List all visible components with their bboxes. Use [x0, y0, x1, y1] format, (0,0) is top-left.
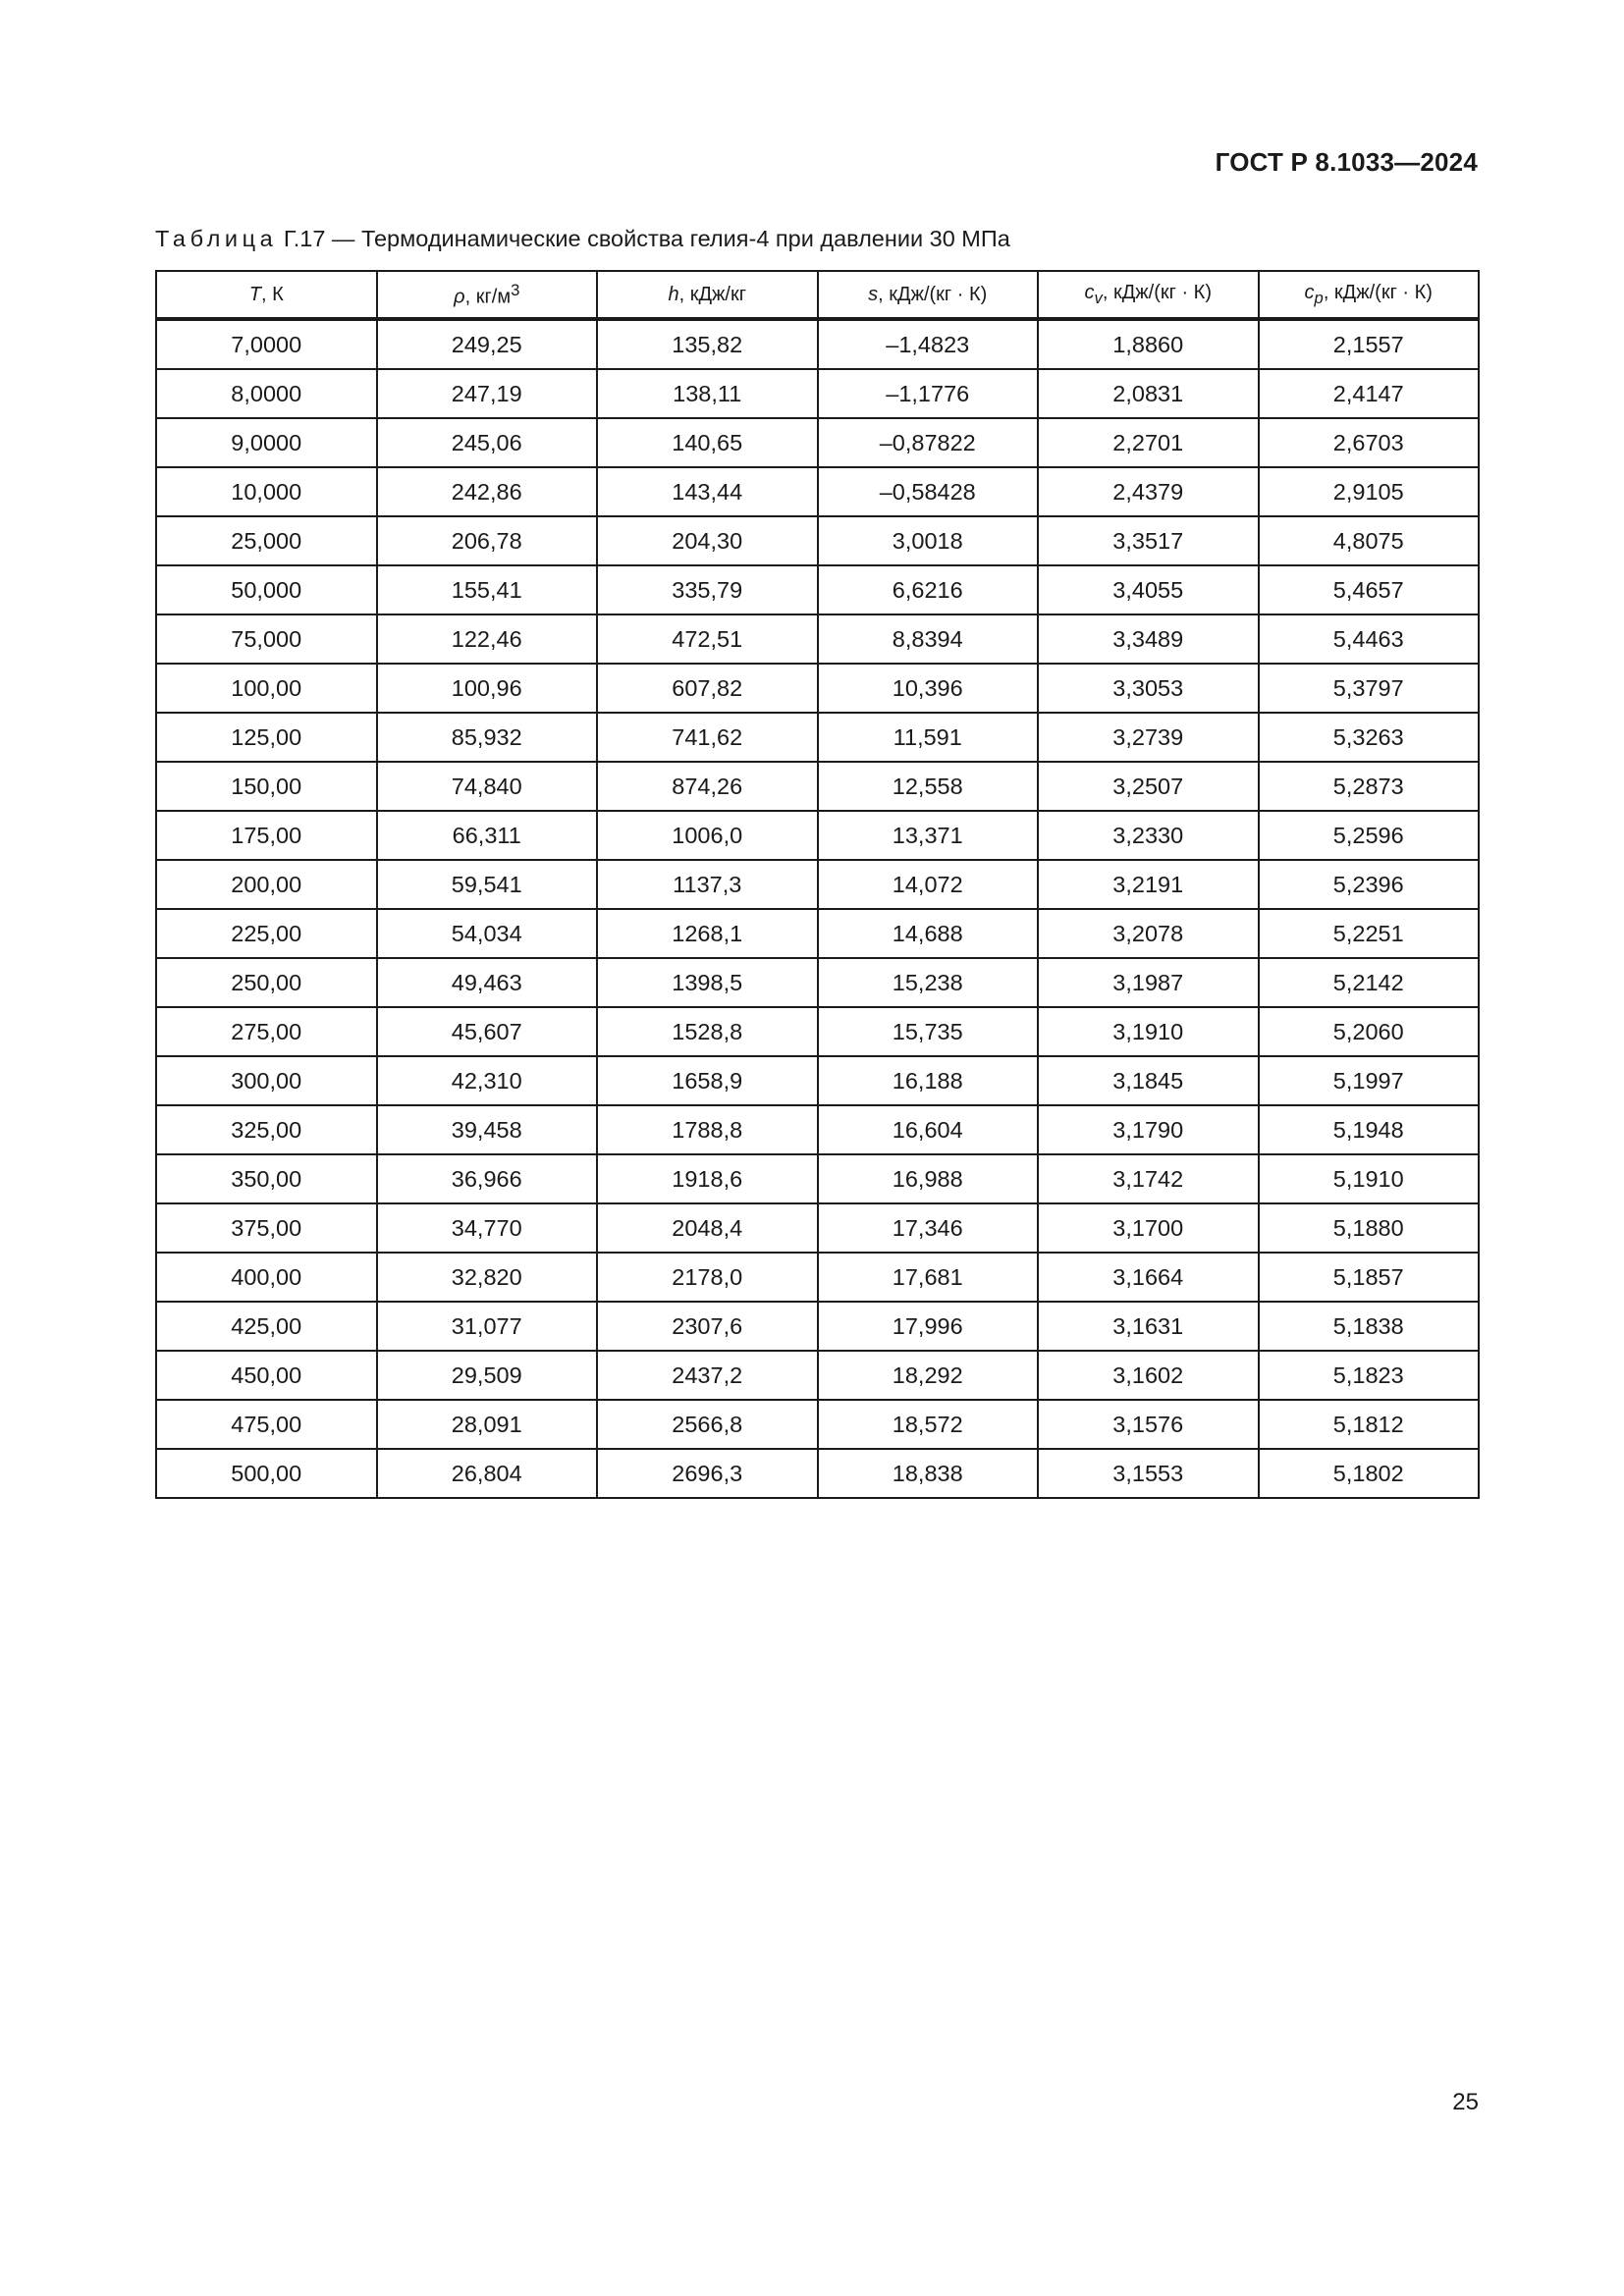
column-symbol: s	[868, 283, 879, 305]
table-cell-density: 245,06	[377, 418, 598, 467]
table-cell-enthalpy: 2048,4	[597, 1203, 818, 1253]
table-cell-entropy: 12,558	[818, 762, 1039, 811]
table-cell-entropy: –1,4823	[818, 319, 1039, 369]
table-cell-entropy: 17,681	[818, 1253, 1039, 1302]
table-row	[156, 1154, 1479, 1203]
table-cell-entropy: 17,346	[818, 1203, 1039, 1253]
table-cell-cv: 3,2330	[1038, 811, 1259, 860]
table-cell-temperature: 125,00	[156, 713, 377, 762]
table-cell-cp: 2,1557	[1259, 319, 1480, 369]
column-unit: , кг/м	[464, 286, 512, 308]
table-cell-density: 32,820	[377, 1253, 598, 1302]
table-cell-density: 85,932	[377, 713, 598, 762]
table-cell-enthalpy: 204,30	[597, 516, 818, 565]
table-cell-entropy: 14,072	[818, 860, 1039, 909]
table-cell-density: 155,41	[377, 565, 598, 614]
table-cell-temperature: 25,000	[156, 516, 377, 565]
table-cell-density: 54,034	[377, 909, 598, 958]
table-cell-cv: 3,3489	[1038, 614, 1259, 664]
table-cell-cv: 2,4379	[1038, 467, 1259, 516]
table-cell-density: 34,770	[377, 1203, 598, 1253]
table-cell-enthalpy: 140,65	[597, 418, 818, 467]
table-row	[156, 1007, 1479, 1056]
table-row	[156, 1400, 1479, 1449]
table-cell-cv: 2,0831	[1038, 369, 1259, 418]
table-cell-cv: 3,1790	[1038, 1105, 1259, 1154]
table-row	[156, 860, 1479, 909]
table-cell-enthalpy: 138,11	[597, 369, 818, 418]
table-cell-cp: 5,1948	[1259, 1105, 1480, 1154]
table-cell-enthalpy: 1658,9	[597, 1056, 818, 1105]
table-cell-temperature: 75,000	[156, 614, 377, 664]
table-cell-density: 206,78	[377, 516, 598, 565]
table-cell-cp: 5,1857	[1259, 1253, 1480, 1302]
table-cell-temperature: 150,00	[156, 762, 377, 811]
table-cell-density: 100,96	[377, 664, 598, 713]
table-cell-enthalpy: 1137,3	[597, 860, 818, 909]
column-header-entropy	[818, 271, 1039, 319]
table-cell-cp: 2,6703	[1259, 418, 1480, 467]
table-cell-temperature: 450,00	[156, 1351, 377, 1400]
table-row	[156, 1056, 1479, 1105]
table-cell-entropy: 16,988	[818, 1154, 1039, 1203]
table-cell-temperature: 400,00	[156, 1253, 377, 1302]
column-header-cp	[1259, 271, 1480, 319]
table-row	[156, 565, 1479, 614]
table-cell-temperature: 225,00	[156, 909, 377, 958]
table-caption-text: Г.17 — Термодинамические свойства гелия-4 при давлении 30 МПа	[277, 226, 1010, 251]
table-cell-entropy: 15,735	[818, 1007, 1039, 1056]
table-cell-enthalpy: 335,79	[597, 565, 818, 614]
table-cell-density: 39,458	[377, 1105, 598, 1154]
table-cell-cv: 3,4055	[1038, 565, 1259, 614]
table-cell-cv: 3,1910	[1038, 1007, 1259, 1056]
table-cell-cp: 5,2873	[1259, 762, 1480, 811]
table-row	[156, 467, 1479, 516]
table-row	[156, 811, 1479, 860]
table-cell-enthalpy: 1398,5	[597, 958, 818, 1007]
column-superscript: 3	[511, 280, 520, 299]
table-cell-cp: 5,2142	[1259, 958, 1480, 1007]
table-cell-density: 59,541	[377, 860, 598, 909]
table-cell-enthalpy: 607,82	[597, 664, 818, 713]
table-cell-entropy: 13,371	[818, 811, 1039, 860]
table-cell-cv: 3,1742	[1038, 1154, 1259, 1203]
table-cell-cv: 3,1602	[1038, 1351, 1259, 1400]
table-cell-cp: 5,1802	[1259, 1449, 1480, 1498]
column-unit: , кДж/(кг · К)	[1323, 281, 1433, 303]
table-cell-density: 49,463	[377, 958, 598, 1007]
column-unit: , кДж/(кг · К)	[878, 283, 988, 305]
table-cell-cv: 3,1845	[1038, 1056, 1259, 1105]
table-cell-enthalpy: 2696,3	[597, 1449, 818, 1498]
table-cell-cv: 3,1664	[1038, 1253, 1259, 1302]
table-cell-cp: 5,1838	[1259, 1302, 1480, 1351]
table-cell-entropy: 18,838	[818, 1449, 1039, 1498]
table-cell-entropy: –0,58428	[818, 467, 1039, 516]
table-cell-entropy: 6,6216	[818, 565, 1039, 614]
table-row	[156, 1105, 1479, 1154]
column-symbol: ρ	[454, 286, 465, 308]
table-cell-cp: 5,3263	[1259, 713, 1480, 762]
document-code: ГОСТ Р 8.1033—2024	[1215, 147, 1478, 177]
table-cell-enthalpy: 143,44	[597, 467, 818, 516]
table-cell-temperature: 425,00	[156, 1302, 377, 1351]
table-cell-cp: 4,8075	[1259, 516, 1480, 565]
page-number: 25	[1452, 2089, 1479, 2115]
table-head	[156, 271, 1479, 319]
table-cell-temperature: 475,00	[156, 1400, 377, 1449]
table-cell-enthalpy: 2307,6	[597, 1302, 818, 1351]
table-cell-enthalpy: 874,26	[597, 762, 818, 811]
column-header-temperature	[156, 271, 377, 319]
table-cell-cv: 3,1553	[1038, 1449, 1259, 1498]
table-cell-temperature: 200,00	[156, 860, 377, 909]
table-cell-cp: 5,1997	[1259, 1056, 1480, 1105]
table-cell-entropy: 10,396	[818, 664, 1039, 713]
table-cell-density: 36,966	[377, 1154, 598, 1203]
table-cell-cv: 3,2739	[1038, 713, 1259, 762]
table-cell-density: 66,311	[377, 811, 598, 860]
table-cell-cv: 3,3053	[1038, 664, 1259, 713]
table-cell-entropy: 18,572	[818, 1400, 1039, 1449]
table-row	[156, 958, 1479, 1007]
table-cell-temperature: 100,00	[156, 664, 377, 713]
table-cell-entropy: 16,604	[818, 1105, 1039, 1154]
table-cell-cv: 2,2701	[1038, 418, 1259, 467]
table-caption	[155, 226, 1010, 252]
table-cell-cp: 5,2060	[1259, 1007, 1480, 1056]
table-cell-cv: 3,1576	[1038, 1400, 1259, 1449]
table-cell-enthalpy: 1006,0	[597, 811, 818, 860]
table-cell-enthalpy: 135,82	[597, 319, 818, 369]
column-symbol: c	[1304, 281, 1315, 303]
table-cell-entropy: –0,87822	[818, 418, 1039, 467]
table-cell-entropy: 11,591	[818, 713, 1039, 762]
column-symbol: h	[668, 283, 679, 305]
table-cell-cv: 3,1631	[1038, 1302, 1259, 1351]
table-cell-temperature: 325,00	[156, 1105, 377, 1154]
table-row	[156, 909, 1479, 958]
table-cell-temperature: 350,00	[156, 1154, 377, 1203]
table-cell-entropy: 15,238	[818, 958, 1039, 1007]
table-cell-cp: 5,3797	[1259, 664, 1480, 713]
table-cell-density: 31,077	[377, 1302, 598, 1351]
table-cell-cv: 1,8860	[1038, 319, 1259, 369]
table-cell-enthalpy: 741,62	[597, 713, 818, 762]
table-cell-cv: 3,2191	[1038, 860, 1259, 909]
table-cell-cp: 5,2396	[1259, 860, 1480, 909]
column-header-density	[377, 271, 598, 319]
table-cell-enthalpy: 1528,8	[597, 1007, 818, 1056]
table-row	[156, 319, 1479, 369]
table-cell-cp: 5,1880	[1259, 1203, 1480, 1253]
table-cell-cv: 3,3517	[1038, 516, 1259, 565]
table-cell-density: 242,86	[377, 467, 598, 516]
column-unit: , кДж/кг	[678, 283, 746, 305]
table-cell-temperature: 175,00	[156, 811, 377, 860]
table-row	[156, 762, 1479, 811]
table-cell-temperature: 275,00	[156, 1007, 377, 1056]
table-cell-cv: 3,2507	[1038, 762, 1259, 811]
table-cell-temperature: 10,000	[156, 467, 377, 516]
table-row	[156, 713, 1479, 762]
table-cell-cp: 5,1823	[1259, 1351, 1480, 1400]
table-cell-density: 29,509	[377, 1351, 598, 1400]
column-header-cv	[1038, 271, 1259, 319]
table-cell-cp: 5,4463	[1259, 614, 1480, 664]
table-row	[156, 1203, 1479, 1253]
column-symbol: T	[248, 283, 261, 305]
table-header-row	[156, 271, 1479, 319]
table-cell-cp: 5,4657	[1259, 565, 1480, 614]
table-cell-cp: 5,2596	[1259, 811, 1480, 860]
table-cell-entropy: 18,292	[818, 1351, 1039, 1400]
table-cell-cp: 5,1812	[1259, 1400, 1480, 1449]
table-cell-enthalpy: 1788,8	[597, 1105, 818, 1154]
table-body	[156, 319, 1479, 1498]
table-cell-entropy: 3,0018	[818, 516, 1039, 565]
table-row	[156, 516, 1479, 565]
table-cell-entropy: 8,8394	[818, 614, 1039, 664]
table-row	[156, 1449, 1479, 1498]
table-row	[156, 1302, 1479, 1351]
table-cell-enthalpy: 1918,6	[597, 1154, 818, 1203]
table-row	[156, 418, 1479, 467]
table-cell-temperature: 50,000	[156, 565, 377, 614]
table-row	[156, 1351, 1479, 1400]
table-cell-entropy: –1,1776	[818, 369, 1039, 418]
table-cell-cp: 5,1910	[1259, 1154, 1480, 1203]
table-cell-density: 42,310	[377, 1056, 598, 1105]
table-cell-cp: 5,2251	[1259, 909, 1480, 958]
table-cell-enthalpy: 2178,0	[597, 1253, 818, 1302]
table-cell-enthalpy: 1268,1	[597, 909, 818, 958]
column-unit: , кДж/(кг · К)	[1102, 281, 1212, 303]
table-cell-density: 122,46	[377, 614, 598, 664]
table-cell-cp: 2,4147	[1259, 369, 1480, 418]
table-cell-temperature: 500,00	[156, 1449, 377, 1498]
table-cell-temperature: 7,0000	[156, 319, 377, 369]
table-cell-enthalpy: 2566,8	[597, 1400, 818, 1449]
table-cell-cv: 3,2078	[1038, 909, 1259, 958]
column-subscript: p	[1314, 288, 1324, 307]
table-row	[156, 1253, 1479, 1302]
table-row	[156, 664, 1479, 713]
table-cell-entropy: 14,688	[818, 909, 1039, 958]
table-cell-temperature: 300,00	[156, 1056, 377, 1105]
table-cell-temperature: 375,00	[156, 1203, 377, 1253]
column-subscript: v	[1094, 288, 1103, 307]
column-unit: , К	[260, 283, 284, 305]
table-caption-label: Таблица	[155, 226, 278, 251]
table-cell-cv: 3,1700	[1038, 1203, 1259, 1253]
table-cell-enthalpy: 2437,2	[597, 1351, 818, 1400]
table-cell-density: 28,091	[377, 1400, 598, 1449]
table-cell-temperature: 9,0000	[156, 418, 377, 467]
table-cell-temperature: 250,00	[156, 958, 377, 1007]
table-cell-density: 249,25	[377, 319, 598, 369]
table-cell-density: 74,840	[377, 762, 598, 811]
column-header-enthalpy	[597, 271, 818, 319]
table-cell-cv: 3,1987	[1038, 958, 1259, 1007]
table-cell-enthalpy: 472,51	[597, 614, 818, 664]
column-symbol: c	[1084, 281, 1095, 303]
table-cell-density: 247,19	[377, 369, 598, 418]
properties-table	[155, 270, 1480, 1499]
table-cell-density: 26,804	[377, 1449, 598, 1498]
table-row	[156, 369, 1479, 418]
table-row	[156, 614, 1479, 664]
table-cell-cp: 2,9105	[1259, 467, 1480, 516]
table-cell-entropy: 16,188	[818, 1056, 1039, 1105]
table-cell-entropy: 17,996	[818, 1302, 1039, 1351]
table-cell-density: 45,607	[377, 1007, 598, 1056]
table-cell-temperature: 8,0000	[156, 369, 377, 418]
